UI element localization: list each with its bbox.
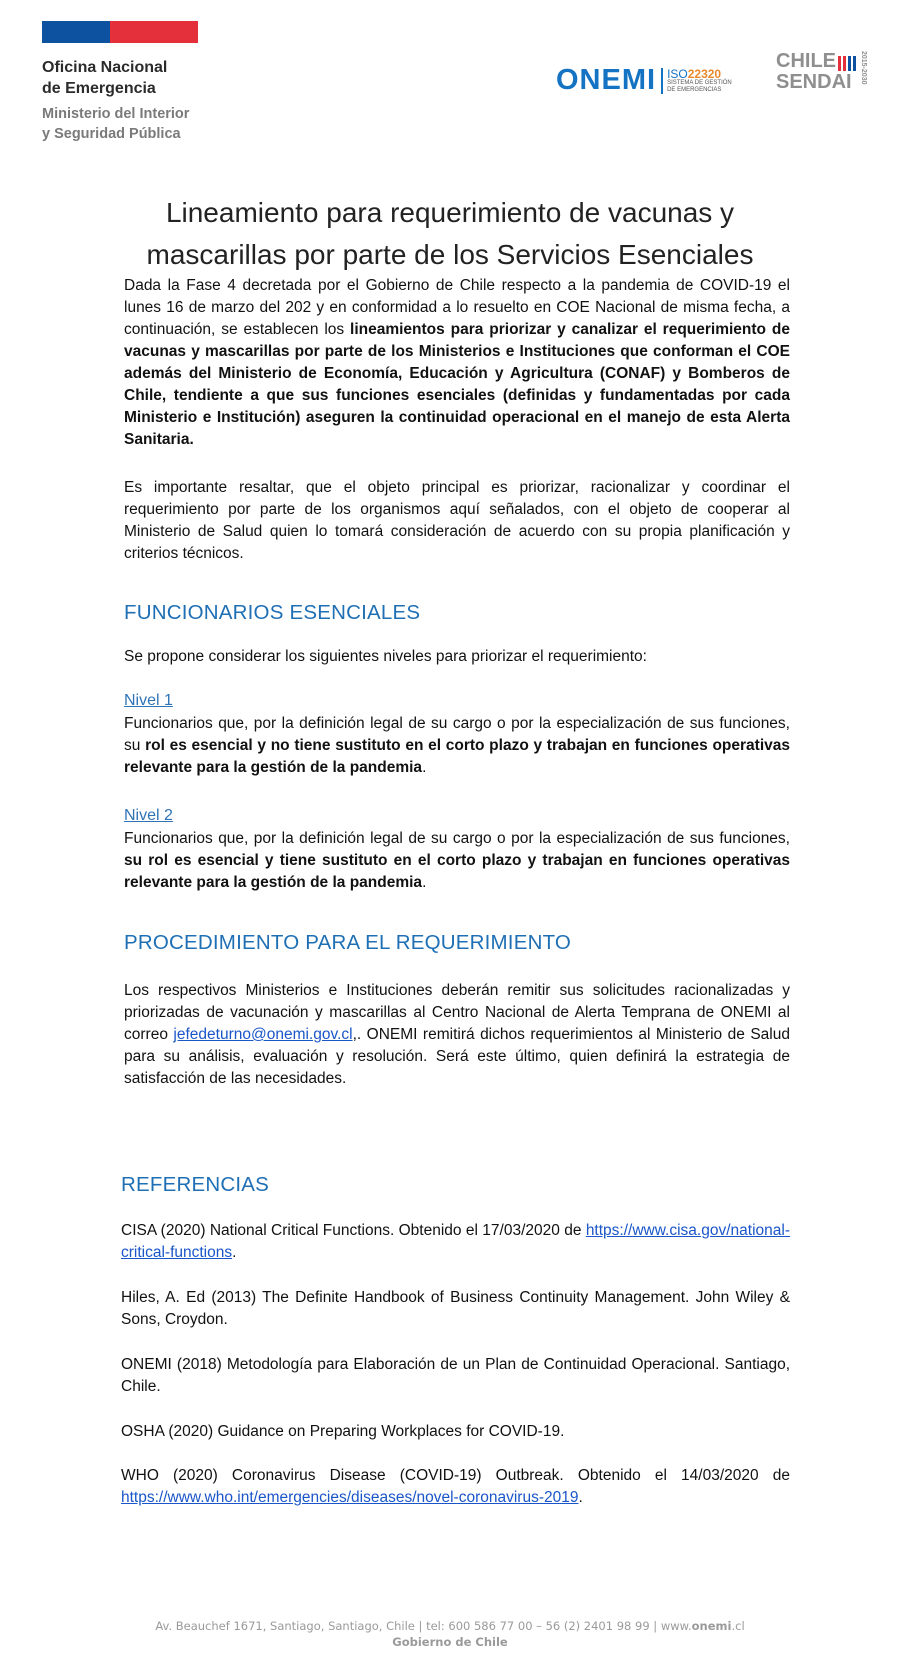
document-title: [100, 192, 800, 276]
nivel-2-end: .: [422, 874, 427, 891]
nivel-1-heading: Nivel 1: [124, 692, 173, 709]
reference-cisa: [121, 1220, 790, 1264]
iso-number: 22320: [687, 66, 722, 81]
ministry-name: [42, 104, 189, 144]
nivel-1-bold: rol es esencial y no tiene sustituto en el corto plazo y trabajan en funciones operativas relevante para la gestión de la pandemia: [124, 737, 790, 776]
nivel-2-text: [124, 828, 790, 894]
sendai-word: SENDAI: [776, 71, 852, 93]
reference-hiles: Hiles, A. Ed (2013) The Definite Handbook of Business Continuity Management. John Wiley & Sons, Croydon.: [121, 1289, 790, 1328]
reference-who-text: WHO (2020) Coronavirus Disease (COVID-19) Outbreak. Obtenido el 14/03/2020 de: [121, 1467, 790, 1484]
nivel-2-normal: Funcionarios que, por la definición legal de su cargo o por la especialización de sus funciones,: [124, 830, 790, 847]
chile-flag-bar: [42, 21, 198, 43]
iso-sub2: DE EMERGENCIAS: [667, 86, 722, 93]
section-heading-funcionarios: FUNCIONARIOS ESENCIALES: [124, 601, 421, 624]
reference-who-end: .: [578, 1489, 583, 1506]
nivel-1-normal: Funcionarios que, por la definición legal de su cargo o por la especialización de sus funciones, su: [124, 715, 790, 754]
flag-blue-block: [42, 21, 110, 43]
title-line1: Lineamiento para requerimiento de vacunas y: [165, 197, 735, 228]
section-heading-referencias: REFERENCIAS: [121, 1173, 270, 1196]
chile-sendai-logo: [776, 51, 867, 93]
procedimiento-text-b: ,. ONEMI remitirá dichos requerimientos al Ministerio de Salud para su análisis, evaluación y resolución. Será este último, quien definirá la estrategia de satisfacción de las necesidades.: [124, 1026, 790, 1087]
cisa-link[interactable]: https://www.cisa.gov/national-critical-functions: [121, 1222, 790, 1261]
org-name-line1: Oficina Nacional: [42, 59, 168, 76]
footer-gobierno: Gobierno de Chile: [392, 1635, 508, 1649]
procedimiento-text-a: Los respectivos Ministerios e Instituciones deberán remitir sus solicitudes racionalizadas y priorizadas de vacunación y mascarillas al Centro Nacional de Alerta Temprana de ONEMI al correo: [124, 982, 790, 1043]
footer-web-end: .cl: [731, 1619, 745, 1633]
reference-osha: OSHA (2020) Guidance on Preparing Workplaces for COVID-19.: [121, 1423, 565, 1440]
iso-prefix: ISO: [667, 66, 688, 81]
nivel-1-end: .: [422, 759, 427, 776]
title-line2: mascarillas por parte de los Servicios Esenciales: [146, 239, 754, 270]
footer-web-bold: onemi: [691, 1619, 732, 1633]
onemi-logo: [556, 64, 732, 97]
ministry-line2: y Seguridad Pública: [42, 126, 181, 142]
nivel-2-heading: Nivel 2: [124, 807, 173, 824]
flag-red-block: [110, 21, 198, 43]
reference-cisa-text: CISA (2020) National Critical Functions. Obtenido el 17/03/2020 de: [121, 1222, 586, 1239]
reference-cisa-end: .: [232, 1244, 237, 1261]
iso-sub1: SISTEMA DE GESTIÓN: [667, 79, 732, 86]
intro-paragraph-2: Es importante resaltar, que el objeto principal es priorizar, racionalizar y coordinar el requerimiento por parte de los organismos aquí señalados, con el objeto de cooperar al Ministerio de Salud quien lo tomará consideración de acuerdo con su propia planificación y criterios técnicos.: [124, 479, 790, 562]
ministry-line1: Ministerio del Interior: [42, 106, 190, 122]
reference-who: [121, 1465, 790, 1509]
org-name-line2: de Emergencia: [42, 80, 156, 97]
funcionarios-intro: Se propone considerar los siguientes niveles para priorizar el requerimiento:: [124, 648, 647, 665]
chile-word: CHILE: [776, 50, 836, 72]
nivel-1-text: [124, 713, 790, 779]
page-footer: [0, 1618, 900, 1650]
footer-address: [0, 1618, 900, 1634]
email-link[interactable]: jefedeturno@onemi.gov.cl: [173, 1026, 353, 1043]
sendai-stripes-icon: [838, 56, 858, 71]
intro-p1-normal: Dada la Fase 4 decretada por el Gobierno de Chile respecto a la pandemia de COVID-19 el lunes 16 de marzo del 202 y en conformidad a lo resuelto en COE Nacional de misma fecha, a continuación, se establecen los: [124, 277, 790, 338]
section-heading-procedimiento: PROCEDIMIENTO PARA EL REQUERIMIENTO: [124, 931, 572, 954]
nivel-2-bold: su rol es esencial y tiene sustituto en el corto plazo y trabajan en funciones operativas relevante para la gestión de la pandemia: [124, 852, 790, 891]
onemi-logo-word: ONEMI: [556, 64, 657, 96]
sendai-years: 2015-2030: [860, 51, 867, 85]
reference-onemi: ONEMI (2018) Metodología para Elaboración de un Plan de Continuidad Operacional. Santiago, Chile.: [121, 1356, 790, 1395]
org-name: [42, 57, 167, 99]
intro-p1-bold: lineamientos para priorizar y canalizar el requerimiento de vacunas y mascarillas por parte de los Ministerios e Instituciones que conforman el COE además del Ministerio de Economía, Educación y Agricultura (CONAF) y Bomberos de Chile, tendiente a que sus funciones esenciales (definidas y fundamentadas por cada Ministerio e Institución) aseguren la continuidad operacional en el manejo de esta Alerta Sanitaria.: [124, 321, 790, 448]
procedimiento-text: [124, 980, 790, 1090]
footer-address-text: Av. Beauchef 1671, Santiago, Santiago, Chile | tel: 600 586 77 00 – 56 (2) 2401 98 99 | www.: [155, 1619, 692, 1633]
who-link[interactable]: https://www.who.int/emergencies/diseases/novel-coronavirus-2019: [121, 1489, 579, 1506]
intro-paragraph-1: [124, 275, 790, 451]
iso-badge: [661, 68, 732, 94]
